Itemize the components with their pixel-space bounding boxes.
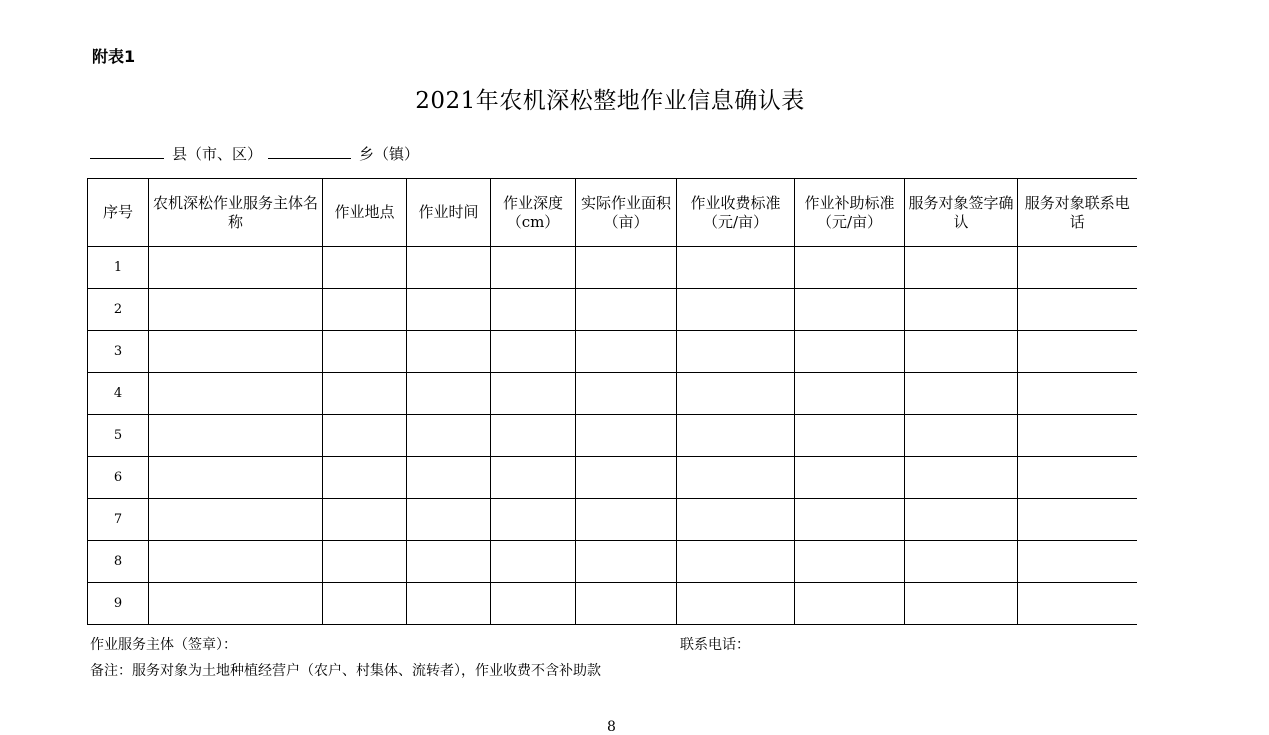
table-cell-time[interactable] bbox=[407, 247, 491, 289]
table-cell-depth[interactable] bbox=[491, 247, 576, 289]
header-col-client-phone: 服务对象联系电话 bbox=[1018, 179, 1137, 247]
phone-label: 联系电话： bbox=[680, 637, 750, 653]
table-cell-area[interactable] bbox=[576, 499, 677, 541]
table-cell-provider-name[interactable] bbox=[149, 583, 323, 625]
table-cell-client-signature[interactable] bbox=[905, 247, 1018, 289]
table-cell-depth[interactable] bbox=[491, 289, 576, 331]
table-cell-client-phone[interactable] bbox=[1018, 457, 1137, 499]
table-cell-area[interactable] bbox=[576, 331, 677, 373]
remark-note: 备注：服务对象为土地种植经营户（农户、村集体、流转者），作业收费不含补助款 bbox=[90, 663, 601, 679]
table-cell-provider-name[interactable] bbox=[149, 415, 323, 457]
table-row bbox=[88, 373, 1137, 415]
table-cell-fee-standard[interactable] bbox=[677, 541, 795, 583]
row-index: 4 bbox=[88, 373, 149, 415]
table-cell-depth[interactable] bbox=[491, 415, 576, 457]
header-col-time: 作业时间 bbox=[407, 179, 491, 247]
table-cell-area[interactable] bbox=[576, 289, 677, 331]
table-cell-time[interactable] bbox=[407, 331, 491, 373]
table-cell-client-signature[interactable] bbox=[905, 541, 1018, 583]
header-col-index: 序号 bbox=[88, 179, 149, 247]
table-cell-area[interactable] bbox=[576, 457, 677, 499]
header-col-depth: 作业深度（cm） bbox=[491, 179, 576, 247]
table-row bbox=[88, 289, 1137, 331]
table-cell-provider-name[interactable] bbox=[149, 289, 323, 331]
table-cell-time[interactable] bbox=[407, 457, 491, 499]
table-cell-depth[interactable] bbox=[491, 457, 576, 499]
table-row bbox=[88, 541, 1137, 583]
table-cell-location[interactable] bbox=[323, 541, 407, 583]
region-line bbox=[90, 142, 419, 164]
table-cell-time[interactable] bbox=[407, 541, 491, 583]
table-cell-location[interactable] bbox=[323, 331, 407, 373]
row-index: 7 bbox=[88, 499, 149, 541]
table-cell-client-signature[interactable] bbox=[905, 289, 1018, 331]
table-cell-fee-standard[interactable] bbox=[677, 247, 795, 289]
table-cell-location[interactable] bbox=[323, 499, 407, 541]
table-cell-subsidy-standard[interactable] bbox=[795, 415, 905, 457]
table-row bbox=[88, 247, 1137, 289]
signature-row bbox=[90, 634, 790, 654]
table-cell-client-phone[interactable] bbox=[1018, 247, 1137, 289]
table-cell-client-signature[interactable] bbox=[905, 457, 1018, 499]
appendix-label: 附表1 bbox=[92, 47, 136, 66]
table-cell-client-phone[interactable] bbox=[1018, 331, 1137, 373]
header-col-fee-standard: 作业收费标准（元/亩） bbox=[677, 179, 795, 247]
table-cell-client-phone[interactable] bbox=[1018, 499, 1137, 541]
table-cell-provider-name[interactable] bbox=[149, 541, 323, 583]
row-index: 5 bbox=[88, 415, 149, 457]
table-cell-area[interactable] bbox=[576, 373, 677, 415]
town-blank[interactable] bbox=[268, 142, 351, 159]
table-cell-client-signature[interactable] bbox=[905, 583, 1018, 625]
table-cell-depth[interactable] bbox=[491, 373, 576, 415]
table-cell-subsidy-standard[interactable] bbox=[795, 583, 905, 625]
page-number: 8 bbox=[607, 719, 616, 735]
table-cell-subsidy-standard[interactable] bbox=[795, 499, 905, 541]
table-row bbox=[88, 415, 1137, 457]
table-cell-depth[interactable] bbox=[491, 583, 576, 625]
town-label: 乡（镇） bbox=[359, 145, 420, 163]
header-row bbox=[88, 179, 1137, 247]
table-cell-client-phone[interactable] bbox=[1018, 415, 1137, 457]
table-cell-fee-standard[interactable] bbox=[677, 415, 795, 457]
county-label: 县（市、区） bbox=[172, 145, 263, 163]
table-row bbox=[88, 499, 1137, 541]
table-cell-location[interactable] bbox=[323, 457, 407, 499]
row-index: 6 bbox=[88, 457, 149, 499]
table-cell-client-phone[interactable] bbox=[1018, 583, 1137, 625]
table-cell-fee-standard[interactable] bbox=[677, 373, 795, 415]
table-cell-location[interactable] bbox=[323, 583, 407, 625]
table-cell-subsidy-standard[interactable] bbox=[795, 289, 905, 331]
table-cell-client-phone[interactable] bbox=[1018, 289, 1137, 331]
header-col-subsidy-standard: 作业补助标准（元/亩） bbox=[795, 179, 905, 247]
table-cell-time[interactable] bbox=[407, 499, 491, 541]
table-cell-location[interactable] bbox=[323, 289, 407, 331]
signature-label: 作业服务主体（签章）： bbox=[90, 637, 237, 653]
county-blank[interactable] bbox=[90, 142, 164, 159]
table-cell-provider-name[interactable] bbox=[149, 457, 323, 499]
header-col-location: 作业地点 bbox=[323, 179, 407, 247]
table-cell-depth[interactable] bbox=[491, 541, 576, 583]
table-row bbox=[88, 331, 1137, 373]
table-cell-fee-standard[interactable] bbox=[677, 457, 795, 499]
row-index: 1 bbox=[88, 247, 149, 289]
table-cell-client-signature[interactable] bbox=[905, 415, 1018, 457]
table-cell-subsidy-standard[interactable] bbox=[795, 541, 905, 583]
table-row bbox=[88, 583, 1137, 625]
table-cell-subsidy-standard[interactable] bbox=[795, 331, 905, 373]
table-cell-area[interactable] bbox=[576, 541, 677, 583]
table-cell-client-phone[interactable] bbox=[1018, 541, 1137, 583]
table-cell-area[interactable] bbox=[576, 247, 677, 289]
table-body bbox=[88, 247, 1137, 625]
table-cell-time[interactable] bbox=[407, 373, 491, 415]
form-title: 2021年农机深松整地作业信息确认表 bbox=[415, 88, 805, 114]
row-index: 3 bbox=[88, 331, 149, 373]
table-cell-subsidy-standard[interactable] bbox=[795, 373, 905, 415]
table-cell-provider-name[interactable] bbox=[149, 373, 323, 415]
table-cell-area[interactable] bbox=[576, 415, 677, 457]
table-row bbox=[88, 457, 1137, 499]
table-cell-time[interactable] bbox=[407, 289, 491, 331]
table-cell-provider-name[interactable] bbox=[149, 499, 323, 541]
table-cell-time[interactable] bbox=[407, 583, 491, 625]
table-cell-time[interactable] bbox=[407, 415, 491, 457]
header-col-area: 实际作业面积（亩） bbox=[576, 179, 677, 247]
table-cell-area[interactable] bbox=[576, 583, 677, 625]
table-cell-depth[interactable] bbox=[491, 499, 576, 541]
table-cell-provider-name[interactable] bbox=[149, 331, 323, 373]
table-cell-provider-name[interactable] bbox=[149, 247, 323, 289]
row-index: 2 bbox=[88, 289, 149, 331]
header-col-client-signature: 服务对象签字确认 bbox=[905, 179, 1018, 247]
table-cell-location[interactable] bbox=[323, 415, 407, 457]
table-cell-fee-standard[interactable] bbox=[677, 583, 795, 625]
table-cell-client-phone[interactable] bbox=[1018, 373, 1137, 415]
table-cell-location[interactable] bbox=[323, 247, 407, 289]
table-cell-client-signature[interactable] bbox=[905, 373, 1018, 415]
confirmation-table bbox=[87, 178, 1137, 625]
table-cell-location[interactable] bbox=[323, 373, 407, 415]
row-index: 9 bbox=[88, 583, 149, 625]
table-cell-client-signature[interactable] bbox=[905, 499, 1018, 541]
table-cell-fee-standard[interactable] bbox=[677, 289, 795, 331]
row-index: 8 bbox=[88, 541, 149, 583]
table-cell-client-signature[interactable] bbox=[905, 331, 1018, 373]
table-cell-subsidy-standard[interactable] bbox=[795, 457, 905, 499]
table-cell-depth[interactable] bbox=[491, 331, 576, 373]
header-col-provider-name: 农机深松作业服务主体名称 bbox=[149, 179, 323, 247]
table-cell-fee-standard[interactable] bbox=[677, 499, 795, 541]
table-cell-subsidy-standard[interactable] bbox=[795, 247, 905, 289]
table-cell-fee-standard[interactable] bbox=[677, 331, 795, 373]
